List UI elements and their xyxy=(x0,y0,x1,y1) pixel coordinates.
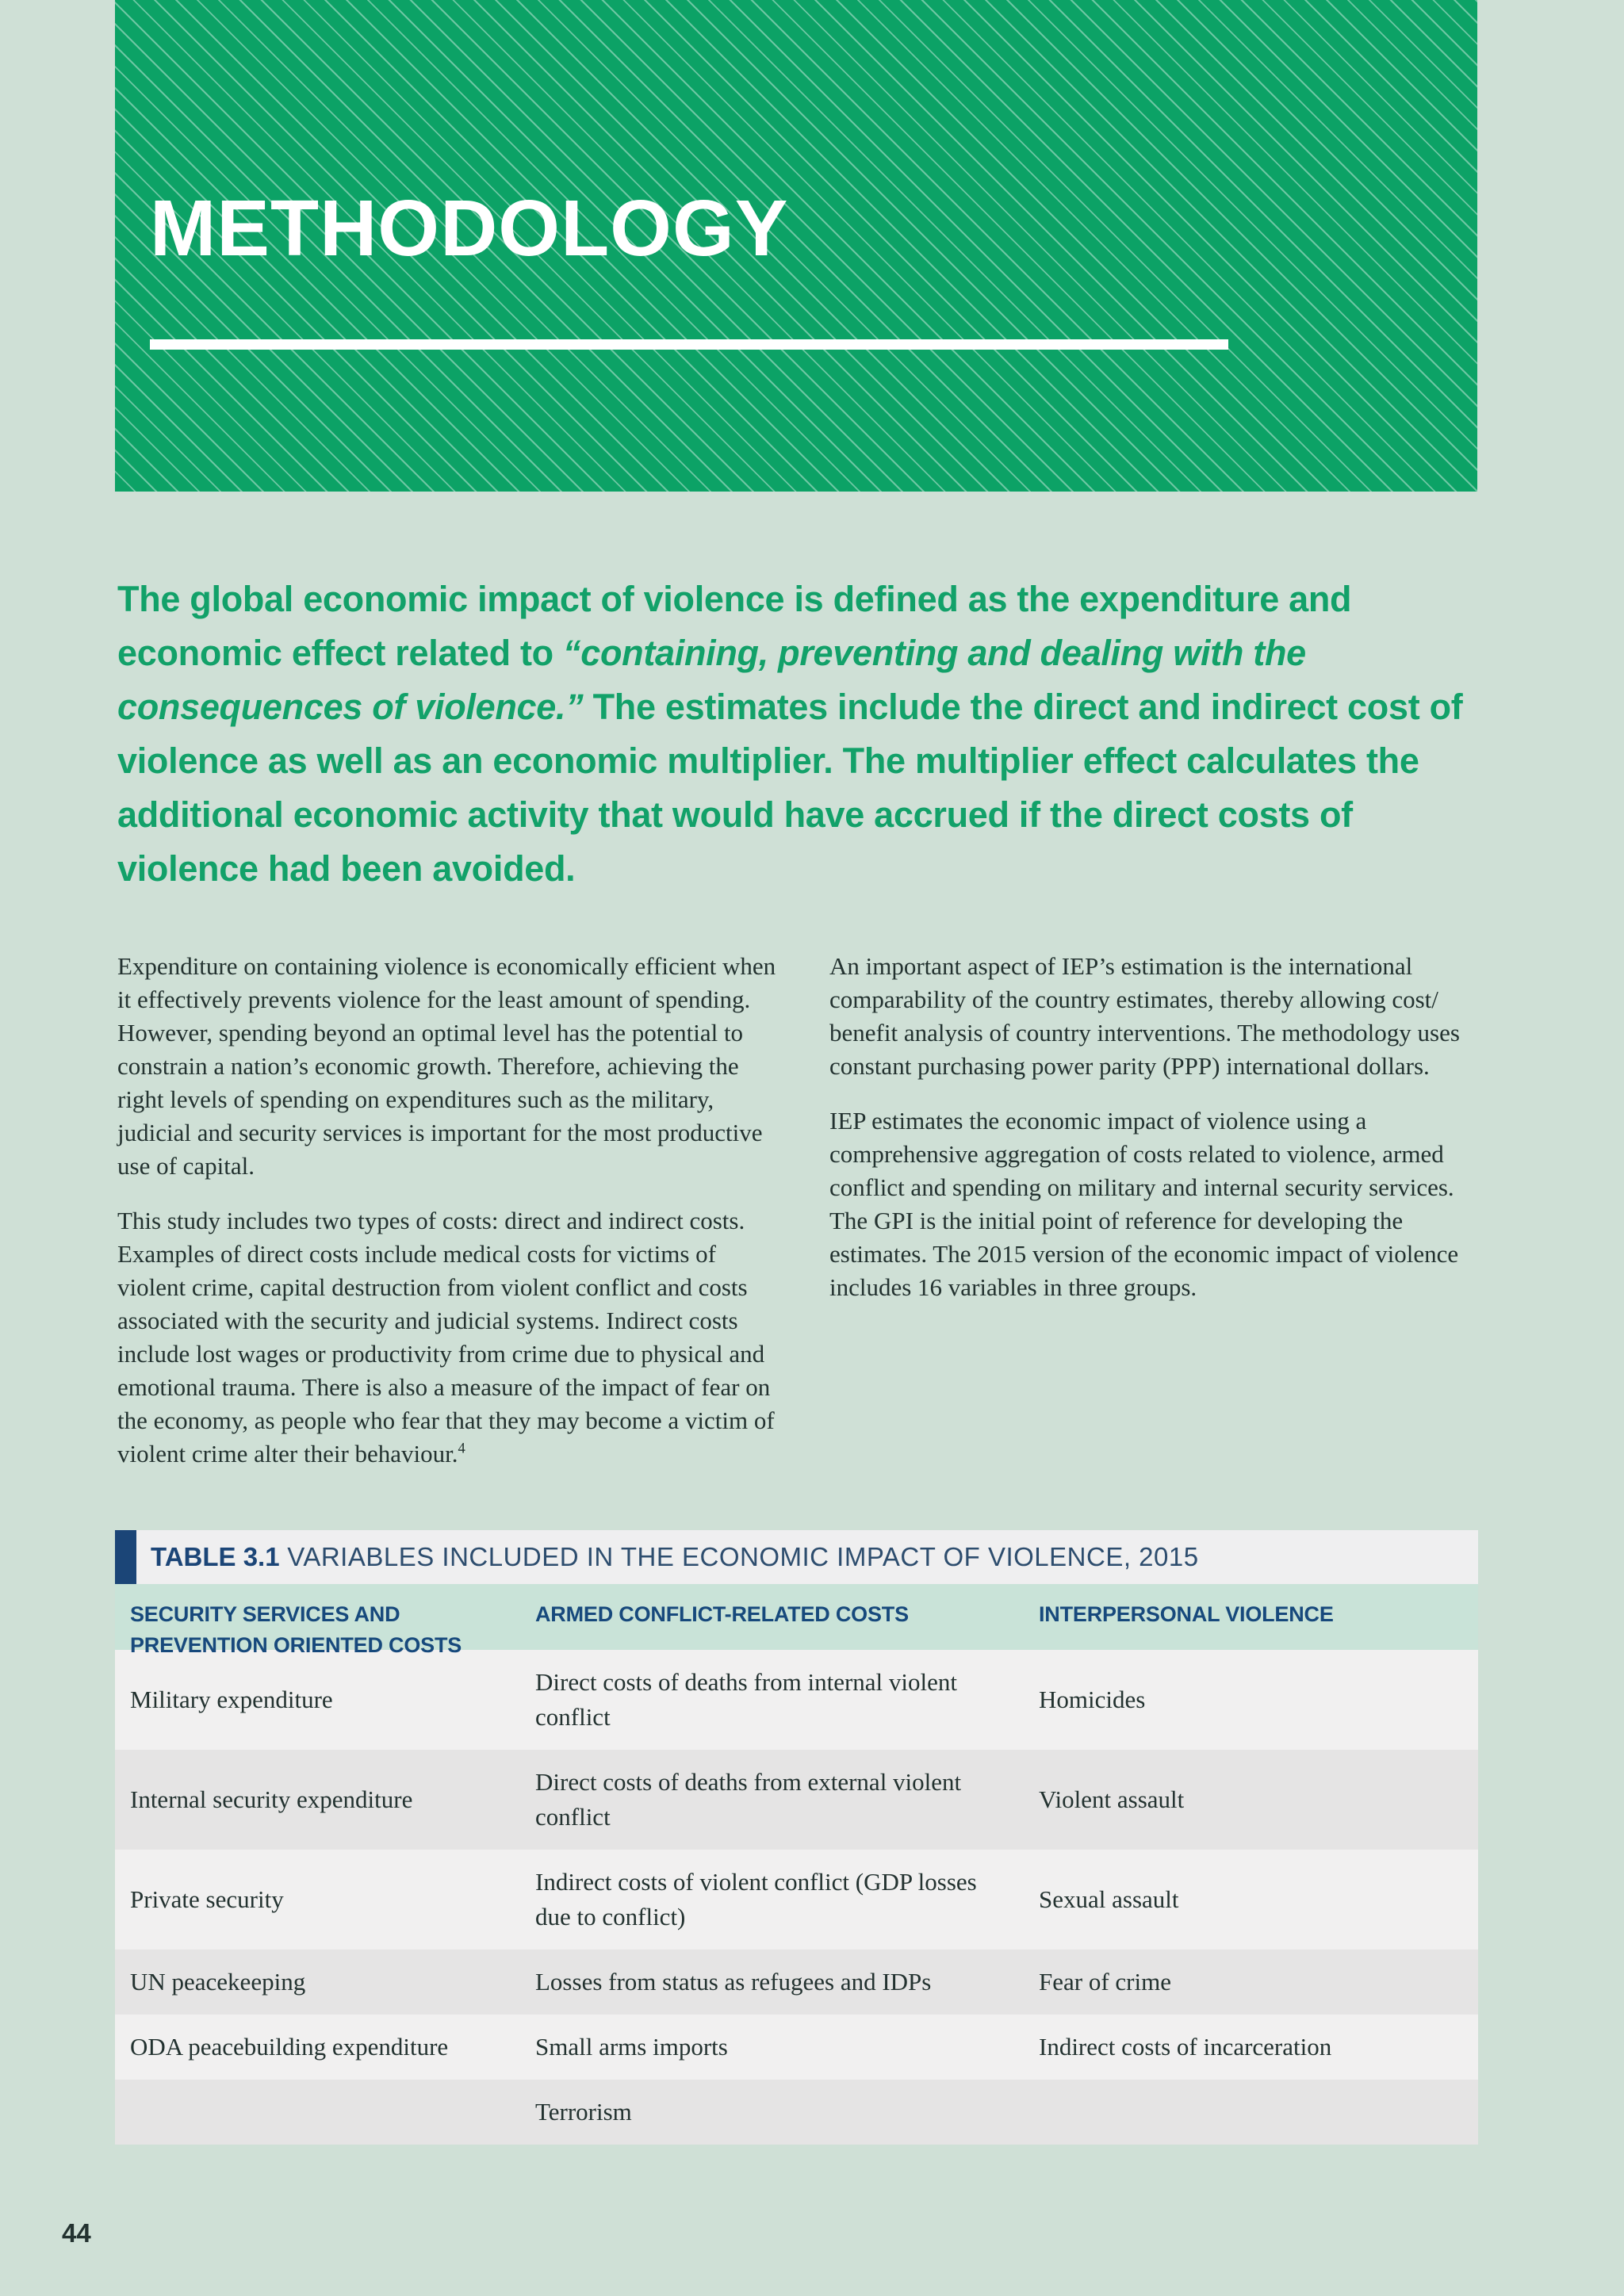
chapter-title: METHODOLOGY xyxy=(150,184,789,273)
column-header: ARMED CONFLICT-RELATED COSTS xyxy=(535,1602,909,1626)
table-row xyxy=(115,1850,1478,1950)
table-label: TABLE 3.1 xyxy=(151,1542,280,1571)
table-cell: UN peacekeeping xyxy=(130,1968,306,1996)
left-column xyxy=(117,950,780,1492)
table-cell: Homicides xyxy=(1039,1686,1146,1713)
table-accent-bar xyxy=(115,1530,136,1584)
intro-paragraph xyxy=(117,572,1475,896)
table-cell: Sexual assault xyxy=(1039,1885,1179,1913)
table-row xyxy=(115,1750,1478,1850)
table-header-row xyxy=(115,1584,1478,1657)
table-cell: Terrorism xyxy=(535,2098,632,2126)
intro-text-lead: The global economic impact of violence is defined as the expenditure and economic effect related to xyxy=(117,579,1352,673)
body-paragraph: An important aspect of IEP’s estimation is the international comparability of the country estimates, thereby allowing cost/ benefit analysis of country interventions. The methodology uses constant purchasing power parity (PPP) international dollars. xyxy=(829,952,1460,1080)
column-header: INTERPERSONAL VIOLENCE xyxy=(1039,1602,1334,1626)
table-cell: Private security xyxy=(130,1885,284,1913)
column-header: SECURITY SERVICES AND PREVENTION ORIENTED COSTS xyxy=(130,1602,462,1657)
chapter-banner xyxy=(115,0,1477,492)
table-cell: Internal security expenditure xyxy=(130,1785,413,1813)
body-paragraph-text: This study includes two types of costs: direct and indirect costs. Examples of direct costs include medical costs for victims of violent crime, capital destruction from violent conflict and costs associated with the security and judicial systems. Indirect costs include lost wages or productivity from crime due to physical and emotional trauma. There is also a measure of the impact of fear on the economy, as people who fear that they may become a victim of violent crime alter their behaviour. xyxy=(117,1207,775,1468)
table-cell: Direct costs of deaths from external violent conflict xyxy=(535,1768,962,1831)
intro-text-tail: The estimates include the direct and indirect cost of violence as well as an economic multiplier. The multiplier effect calculates the additional economic activity that would have accrued if the direct costs of violence had been avoided. xyxy=(117,687,1463,889)
body-paragraph: Expenditure on containing violence is economically efficient when it effectively prevents violence for the least amount of spending. However, spending beyond an optimal level has the potential to constrain a nation’s economic growth. Therefore, achieving the right levels of spending on expenditures such as the military, judicial and security services is important for the most productive use of capital. xyxy=(117,952,776,1180)
table-cell: Fear of crime xyxy=(1039,1968,1171,1996)
table-cell: Losses from status as refugees and IDPs xyxy=(535,1968,932,1996)
footnote-marker: 4 xyxy=(458,1440,465,1457)
table-row xyxy=(115,2080,1478,2145)
right-column xyxy=(829,950,1478,1492)
body-columns xyxy=(117,950,1478,1492)
page-number: 44 xyxy=(62,2218,91,2248)
table-row xyxy=(115,1950,1478,2015)
table-row xyxy=(115,2015,1478,2080)
table-cell: Military expenditure xyxy=(130,1686,333,1713)
body-paragraph xyxy=(117,1204,780,1471)
table-cell: Small arms imports xyxy=(535,2033,728,2061)
table-cell: Direct costs of deaths from internal violent conflict xyxy=(535,1668,958,1731)
title-underline-rule xyxy=(150,339,1228,350)
table-cell: ODA peacebuilding expenditure xyxy=(130,2033,449,2061)
table-cell: Indirect costs of violent conflict (GDP losses due to conflict) xyxy=(535,1868,977,1931)
table-cell: Indirect costs of incarceration xyxy=(1039,2033,1332,2061)
table-3-1 xyxy=(115,1530,1478,2145)
table-cell: Violent assault xyxy=(1039,1785,1185,1813)
table-title-bar xyxy=(115,1530,1478,1584)
body-paragraph: IEP estimates the economic impact of violence using a comprehensive aggregation of costs related to violence, armed conflict and spending on military and internal security services. The GPI is the initial point of reference for developing the estimates. The 2015 version of the economic impact of violence includes 16 variables in three groups. xyxy=(829,1107,1459,1301)
table-title-text: VARIABLES INCLUDED IN THE ECONOMIC IMPACT OF VIOLENCE, 2015 xyxy=(287,1542,1199,1571)
table-row xyxy=(115,1650,1478,1750)
intro-quote: “containing, preventing and dealing with the consequences of violence.” xyxy=(117,633,1306,727)
table-title xyxy=(151,1542,1199,1572)
